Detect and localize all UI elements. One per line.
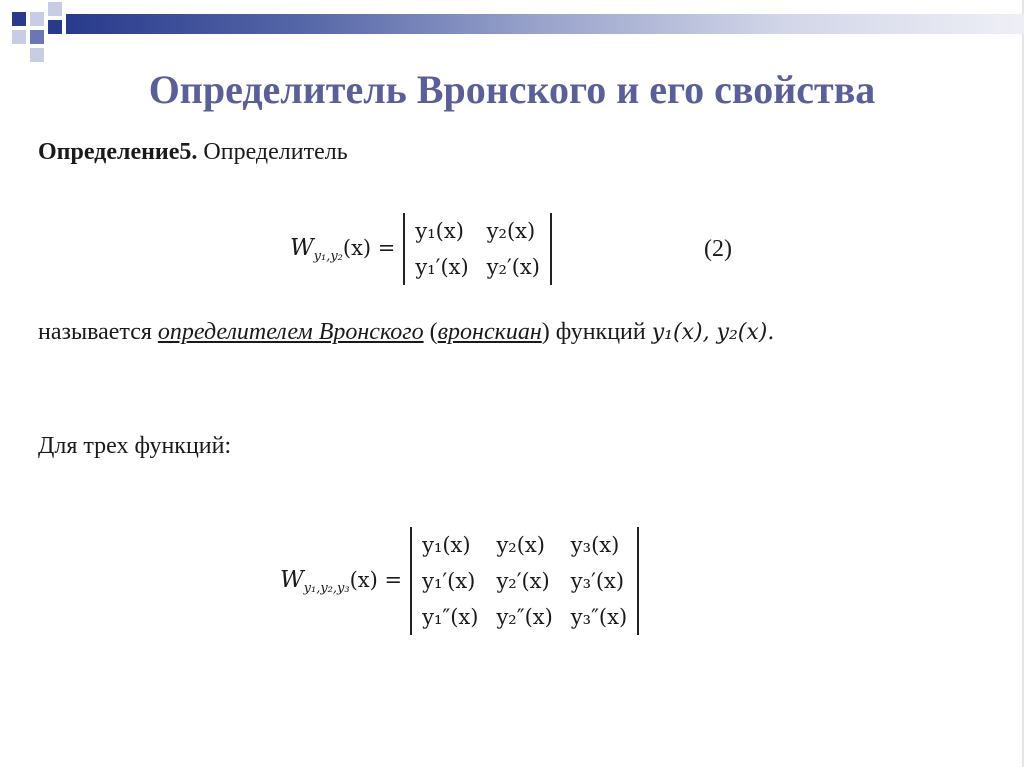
determinant-3x3 <box>410 527 639 635</box>
matrix-cell: y₂′(x) <box>496 569 550 593</box>
wronskian-sentence: называется определителем Вронского (вронскиан) функций y₁(x), y₂(x). <box>38 319 775 345</box>
matrix-cell: y₁′(x) <box>415 255 469 279</box>
term-wronsky-determinant: определителем Вронского <box>157 319 424 345</box>
slide-title: Определитель Вронского и его свойства <box>148 67 876 112</box>
formula2-lhs: $W_{y_1,y_2,y_3}(x)$ = <box>280 566 403 596</box>
matrix-cell: y₂(x) <box>496 533 545 557</box>
three-functions-sentence: Для трех функций: <box>38 433 232 459</box>
term-wronskian: вронскиан <box>437 319 542 345</box>
decorative-gradient-bar <box>66 14 1024 34</box>
matrix-cell: y₂″(x) <box>496 605 553 629</box>
equation-number: (2) <box>704 236 732 262</box>
formula1-subscript: y₁,y₂ <box>313 248 343 264</box>
definition-text: Определитель <box>197 139 348 165</box>
definition-label: Определение5. <box>38 139 198 165</box>
matrix-cell: y₃(x) <box>570 533 620 557</box>
wronskian-2x2-formula <box>290 213 552 285</box>
wronskian-3x3-formula <box>280 526 639 636</box>
formula1-lhs: $W_{y_1,y_2}(x)$ = <box>290 234 396 264</box>
matrix-cell: y₂′(x) <box>486 255 540 279</box>
determinant-2x2 <box>403 213 552 285</box>
definition-line <box>38 138 348 166</box>
matrix-cell: y₁(x) <box>415 219 464 243</box>
matrix-cell: y₁″(x) <box>422 605 479 629</box>
matrix-cell: y₃″(x) <box>570 605 628 629</box>
matrix-cell: y₃′(x) <box>570 569 625 593</box>
matrix-cell: y₁(x) <box>422 533 471 557</box>
functions-math: y₁(x), y₂(x). <box>651 320 775 345</box>
matrix-cell: y₂(x) <box>486 219 536 243</box>
matrix-cell: y₁′(x) <box>422 569 476 593</box>
formula2-subscript: y₁,y₂,y₃ <box>303 580 350 596</box>
